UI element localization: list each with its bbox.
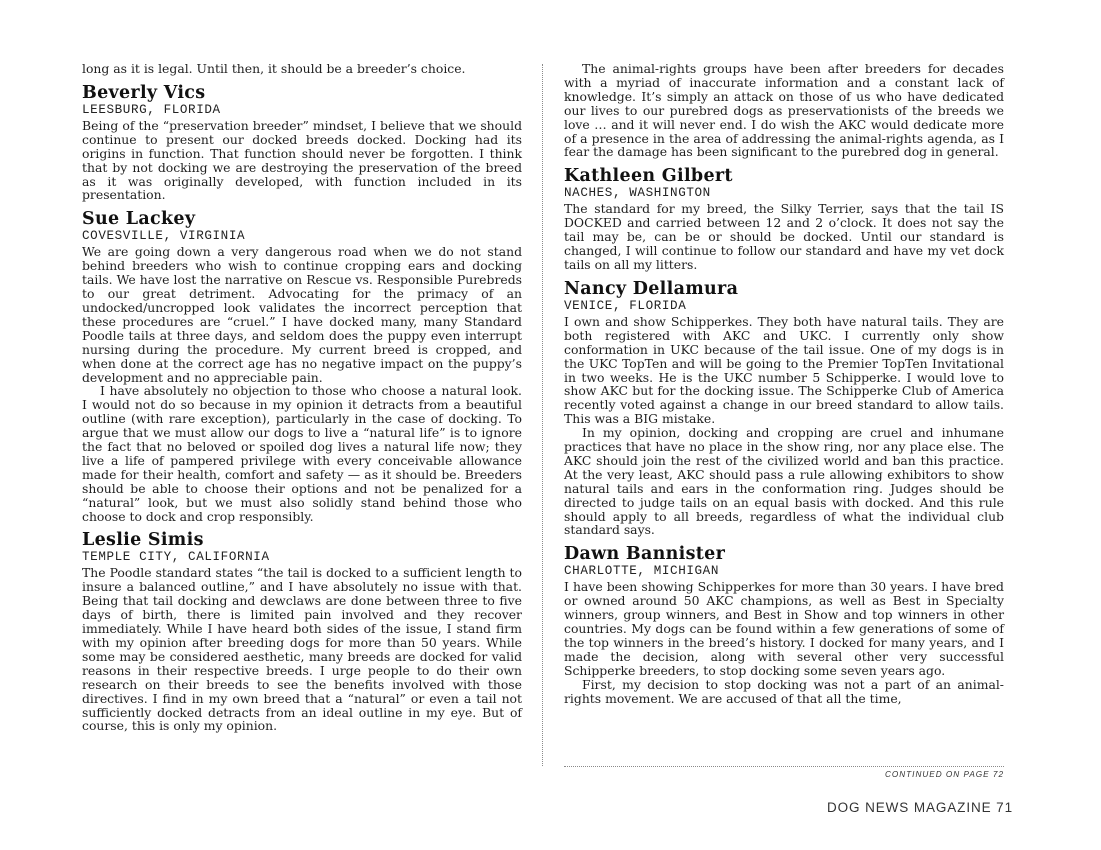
respondent-name: Nancy Dellamura [564, 278, 739, 299]
response-paragraph: I have absolutely no objection to those who choose a natural look. I would not do so because in my opinion it detracts from a beautiful outline (with rare exception), particularly in the case of docking. To argue that we must allow our dogs to live a “natural life” is to ignore the fact that no beloved or spoiled dog lives a natural life now; they live a life of pampered privilege with every conceivable allowance made for their health, comfort and safety — as it should be. Breeders should be able to choose their options and not be penalized for a “natural” look, but we must also solidly stand behind those who choose to dock and crop responsibly. [82, 383, 522, 524]
respondent-location: CHARLOTTE, MICHIGAN [564, 564, 719, 579]
response-paragraph: I own and show Schipperkes. They both have natural tails. They are both registered with AKC and UKC. I currently only show conformation in UKC because of the tail issue. One of my dogs is in the UKC TopTen and will be going to the Premier TopTen Invitational in two weeks. He is the UKC number 5 Schipperke. I would love to show AKC but for the docking issue. The Schipperke Club of America recently voted against a change in our breed standard to allow tails. This was a BIG mistake. [564, 313, 1004, 427]
carryover-paragraph: The animal-rights groups have been after breeders for decades with a myriad of inaccurate information and a constant lack of knowledge. It’s simply an attack on those of us who have dedicated our lives to our purebred dogs as preservationists of the breeds we love … and it will never end. I do wish the AKC would dedicate more of a presence in the area of addressing the animal-rights agenda, as I fear the damage has been significant to the purebred dog in general. [564, 61, 1004, 160]
page-folio: DOG NEWS MAGAZINE 71 [826, 800, 1013, 815]
response-dawn-bannister [564, 545, 1004, 705]
continued-on-note: CONTINUED ON PAGE 72 [564, 766, 1004, 779]
respondent-name: Kathleen Gilbert [564, 166, 733, 187]
response-paragraph: We are going down a very dangerous road when we do not stand behind breeders who wish to continue cropping ears and docking tails. We have lost the narrative on Rescue vs. Responsible Purebreds to our great detriment. Advocating for the primacy of an undocked/uncropped look validates the incorrect perception that these procedures are “cruel.” I have docked many, many Standard Poodle tails at three days, and seldom does the puppy even interrupt nursing during the procedure. My current breed is cropped, and when done at the correct age has no negative impact on the puppy’s development and no appreciable pain. [82, 244, 522, 385]
response-paragraph: I have been showing Schipperkes for more than 30 years. I have bred or owned around 50 AKC champions, as well as Best in Specialty winners, group winners, and Best in Show and top winners in other countries. My dogs can be found within a few generations of some of the top winners in the breed’s history. I docked for many years, and I made the decision, along with several other very successful Schipperke breeders, to stop docking some seven years ago. [564, 579, 1004, 678]
respondent-location: VENICE, FLORIDA [564, 298, 687, 313]
response-leslie-simis [82, 531, 522, 733]
respondent-location: COVESVILLE, VIRGINIA [82, 229, 246, 244]
respondent-name: Leslie Simis [82, 530, 204, 551]
response-sue-lackey [82, 210, 522, 523]
respondent-name: Dawn Bannister [564, 544, 726, 565]
respondent-location: LEESBURG, FLORIDA [82, 102, 221, 117]
respondent-name: Beverly Vics [82, 82, 206, 103]
left-column [82, 62, 522, 741]
response-paragraph: The standard for my breed, the Silky Terrier, says that the tail IS DOCKED and carried between 12 and 2 o’clock. It does not say the tail may be, can be or should be docked. Until our standard is changed, I will continue to follow our standard and have my vet dock tails on all my litters. [564, 201, 1004, 272]
response-beverly-vics [82, 84, 522, 202]
carryover-paragraph: long as it is legal. Until then, it should be a breeder’s choice. [82, 61, 466, 76]
response-paragraph: First, my decision to stop docking was not a part of an animal-rights movement. We are accused of that all the time, [564, 676, 1004, 706]
respondent-name: Sue Lackey [82, 209, 196, 230]
response-paragraph: The Poodle standard states “the tail is docked to a sufficient length to insure a balanced outline,” and I have absolutely no issue with that. Being that tail docking and dewclaws are done between three to five days of birth, there is limited pain involved and they recover immediately. While I have heard both sides of the issue, I stand firm with my opinion after breeding dogs for more than 50 years. While some may be considered aesthetic, many breeds are docked for valid reasons in their respective breeds. I urge people to do their own research on their breeds to see the benefits involved with those directives. I find in my own breed that a “natural” or even a tail not sufficiently docked detracts from an ideal outline in my eye. But of course, this is only my opinion. [82, 565, 522, 734]
respondent-location: NACHES, WASHINGTON [564, 186, 711, 201]
respondent-location: TEMPLE CITY, CALIFORNIA [82, 550, 270, 565]
response-kathleen-gilbert [564, 167, 1004, 272]
column-divider [542, 64, 543, 766]
response-paragraph: In my opinion, docking and cropping are cruel and inhumane practices that have no place in the show ring, nor any place else. The AKC should join the rest of the civilized world and ban this practice. At the very least, AKC should pass a rule allowing exhibitors to show natural tails and ears in the conformation ring. Judges should be directed to judge tails on an equal basis with docked. And this rule should apply to all breeds, regardless of what the individual club standard says. [564, 425, 1004, 538]
response-paragraph: Being of the “preservation breeder” mindset, I believe that we should continue to present our docked breeds docked. Docking had its origins in function. That function should never be forgotten. I think that by not docking we are destroying the preservation of the breed as it was originally developed, with function included in its presentation. [82, 117, 522, 203]
right-column [564, 62, 1004, 714]
response-nancy-dellamura [564, 280, 1004, 538]
